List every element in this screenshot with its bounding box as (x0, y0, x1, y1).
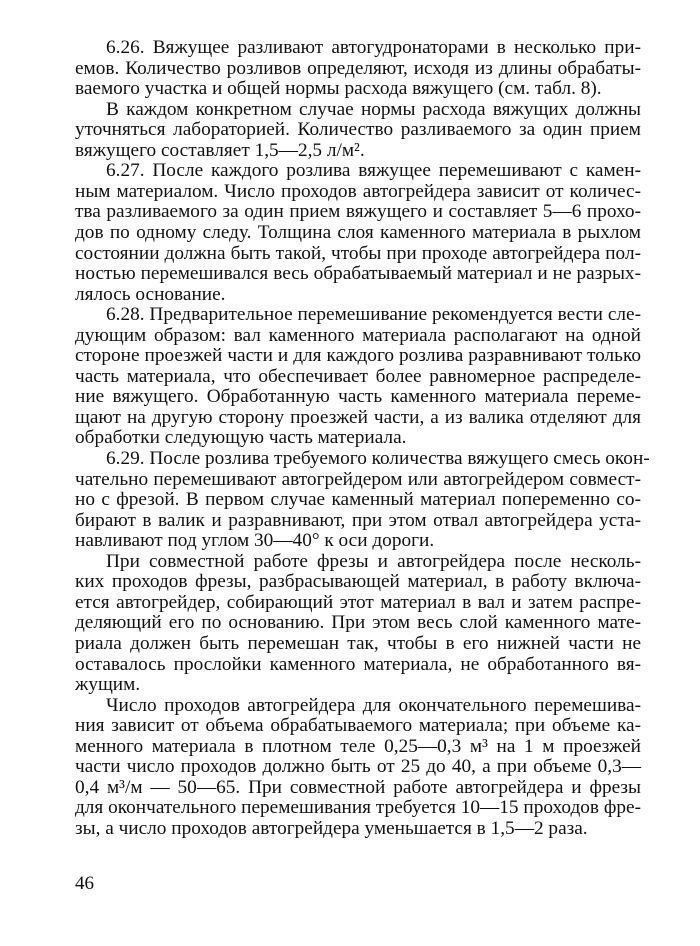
text-line: ным материалом. Число проходов автогрейдера зависит от количес- (75, 180, 641, 202)
text-line: части число проходов должно быть от 25 до 40, а при объеме 0,3— (75, 756, 641, 778)
text-line: навливают под углом 30—40° к оси дороги. (75, 530, 435, 552)
text-line: риала должен быть перемешан так, чтобы в его нижней части не (75, 632, 641, 654)
text-line: тва разливаемого за один прием вяжущего и составляет 5—6 прохо- (75, 201, 641, 223)
text-line: обработки следующую часть материала. (75, 427, 407, 449)
text-line: 6.28. Предварительное перемешивание рекомендуется вести сле- (106, 304, 641, 326)
text-line: деляющий его по основанию. При этом весь слой каменного мате- (75, 612, 641, 634)
text-line: оставалось прослойки каменного материала, не обработанного вя- (75, 653, 641, 675)
text-line: дов по одному следу. Толщина слоя каменного материала в рыхлом (75, 221, 641, 243)
text-line: дующим образом: вал каменного материала располагают на одной (75, 324, 641, 346)
text-line: для окончательного перемешивания требуется 10—15 проходов фре- (75, 797, 641, 819)
text-line: состоянии должна быть такой, чтобы при проходе автогрейдера пол- (75, 242, 641, 264)
page-number: 46 (75, 873, 94, 894)
text-line: Число проходов автогрейдера для окончательного перемешива- (106, 694, 641, 716)
text-line: 6.26. Вяжущее разливают автогудронаторами в несколько при- (106, 37, 641, 58)
text-line: щают на другую сторону проезжей части, а из валика отделяют для (75, 406, 641, 428)
text-line: бирают в валик и разравнивают, при этом отвал автогрейдера уста- (75, 509, 641, 531)
text-line: но с фрезой. В первом случае каменный материал попеременно со- (75, 489, 641, 511)
text-line: ния зависит от объема обрабатываемого материала; при объеме ка- (75, 715, 641, 737)
text-line: 0,4 м³/м — 50—65. При совместной работе автогрейдера и фрезы (75, 776, 641, 798)
text-line: жущим. (75, 674, 141, 696)
text-line: уточняться лабораторией. Количество разливаемого за один прием (75, 119, 641, 141)
text-line: ется автогрейдер, собирающий этот материал в вал и затем распре- (75, 591, 641, 613)
text-line: чательно перемешивают автогрейдером или автогрейдером совмест- (75, 468, 641, 490)
text-line: ностью перемешивался весь обрабатываемый материал и не разрых- (75, 263, 641, 285)
text-line: 6.29. После розлива требуемого количества вяжущего смесь окон- (106, 448, 650, 469)
text-line: 6.27. После каждого розлива вяжущее перемешивают с камен- (106, 160, 641, 182)
text-line: стороне проезжей части и для каждого розлива разравнивают только (75, 345, 641, 367)
text-line: часть материала, что обеспечивает более равномерное распределе- (75, 365, 641, 387)
text-line: В каждом конкретном случае нормы расхода вяжущих должны (106, 98, 641, 120)
text-line: лялось основание. (75, 283, 226, 305)
text-line: При совместной работе фрезы и автогрейдера после несколь- (106, 550, 641, 572)
text-line: вяжущего составляет 1,5—2,5 л/м². (75, 139, 365, 161)
text-line: емов. Количество розливов определяют, исходя из длины обрабаты- (75, 57, 641, 79)
text-line: зы, а число проходов автогрейдера уменьшается в 1,5—2 раза. (75, 817, 588, 839)
text-line: ких проходов фрезы, разбрасывающей материал, в работу включа- (75, 571, 641, 593)
text-line: менного материала в плотном теле 0,25—0,3 м³ на 1 м проезжей (75, 735, 641, 757)
text-line: ваемого участка и общей нормы расхода вяжущего (см. табл. 8). (75, 78, 602, 100)
text-line: ние вяжущего. Обработанную часть каменного материала переме- (75, 386, 641, 408)
